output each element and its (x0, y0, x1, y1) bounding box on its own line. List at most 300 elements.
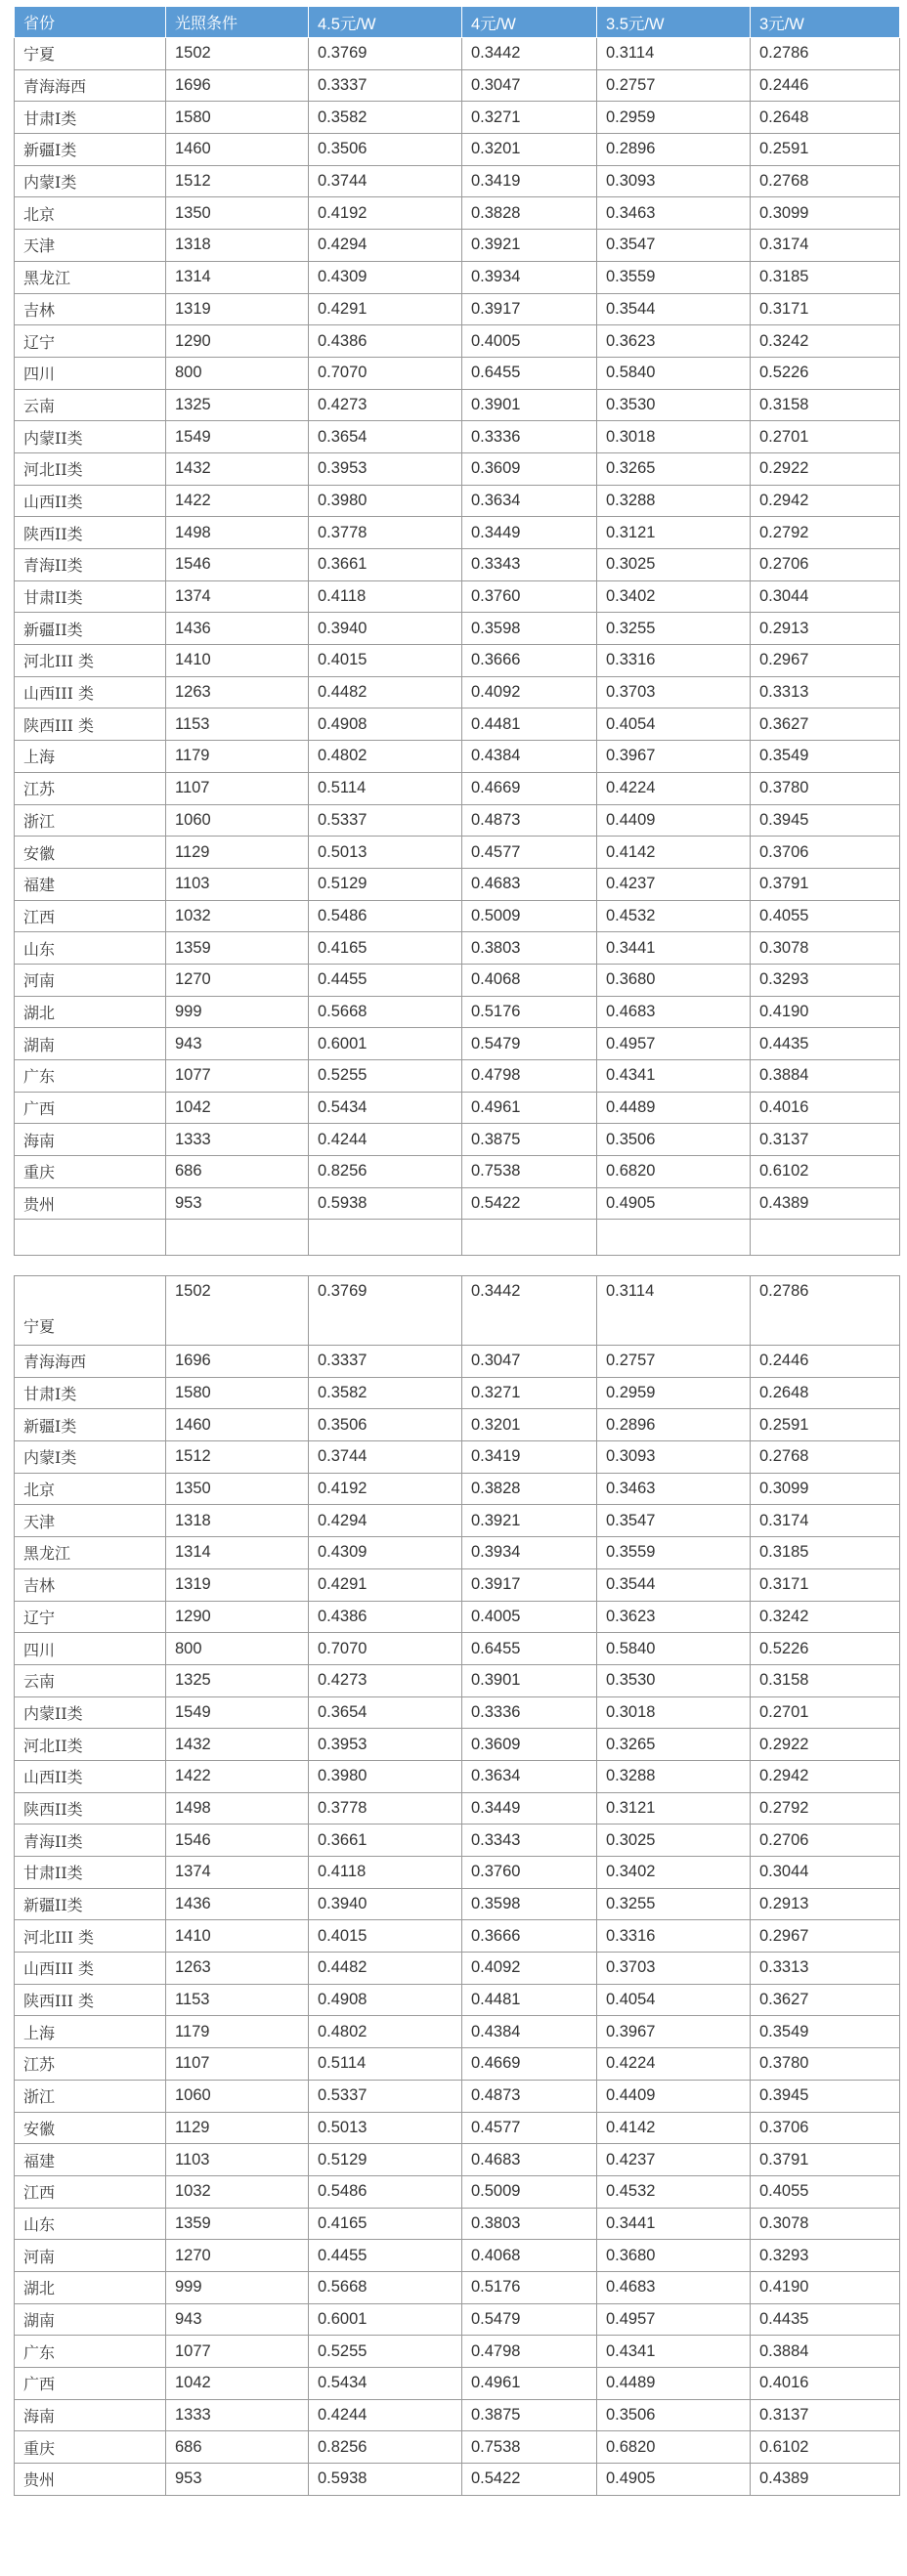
table-row (15, 165, 900, 197)
price-cell: 0.2757 (597, 1346, 751, 1378)
empty-cell (597, 1220, 751, 1256)
sunlight-cell: 1103 (166, 868, 309, 900)
price-cell: 0.4341 (597, 1060, 751, 1093)
sunlight-cell: 1359 (166, 932, 309, 965)
province-cell: 新疆II类 (15, 1888, 166, 1920)
sunlight-cell: 1270 (166, 2240, 309, 2272)
price-cell: 0.5337 (309, 2080, 462, 2112)
sunlight-cell: 1549 (166, 1696, 309, 1729)
table-row (15, 1346, 900, 1378)
price-cell: 0.3940 (309, 1888, 462, 1920)
price-cell: 0.4798 (462, 2336, 597, 2368)
table-row (15, 1276, 900, 1346)
price-cell: 0.3627 (751, 1984, 900, 2016)
table-row (15, 837, 900, 869)
table-row (15, 2368, 900, 2400)
table-row (15, 1888, 900, 1920)
empty-cell (166, 1220, 309, 1256)
price-cell: 0.4016 (751, 1092, 900, 1124)
price-cell: 0.3980 (309, 1760, 462, 1792)
price-cell: 0.3680 (597, 964, 751, 996)
price-cell: 0.3547 (597, 1505, 751, 1537)
sunlight-cell: 1318 (166, 1505, 309, 1537)
price-cell: 0.4683 (462, 868, 597, 900)
header-price-3-5: 3.5元/W (597, 7, 751, 38)
province-cell: 贵州 (15, 2464, 166, 2496)
price-cell: 0.3884 (751, 1060, 900, 1093)
sunlight-cell: 1422 (166, 485, 309, 517)
price-cell: 0.4802 (309, 741, 462, 773)
price-cell: 0.4291 (309, 293, 462, 325)
price-cell: 0.4016 (751, 2368, 900, 2400)
price-cell: 0.3945 (751, 804, 900, 837)
price-cell: 0.3980 (309, 485, 462, 517)
price-cell: 0.4957 (597, 2303, 751, 2336)
sunlight-cell: 1422 (166, 1760, 309, 1792)
price-cell: 0.5176 (462, 2271, 597, 2303)
price-cell: 0.3582 (309, 102, 462, 134)
price-cell: 0.4798 (462, 1060, 597, 1093)
province-cell: 云南 (15, 1664, 166, 1696)
price-cell: 0.4905 (597, 1187, 751, 1220)
province-cell: 山东 (15, 932, 166, 965)
price-cell: 0.4384 (462, 2016, 597, 2048)
price-cell: 0.3174 (751, 1505, 900, 1537)
price-cell: 0.4055 (751, 2175, 900, 2208)
price-cell: 0.3703 (597, 676, 751, 708)
table-row (15, 1505, 900, 1537)
price-cell: 0.5486 (309, 900, 462, 932)
sunlight-cell: 1333 (166, 2399, 309, 2431)
province-cell: 陕西III 类 (15, 708, 166, 741)
price-cell: 0.5668 (309, 996, 462, 1028)
table-row (15, 2240, 900, 2272)
sunlight-cell: 1374 (166, 580, 309, 613)
table-row (15, 645, 900, 677)
price-cell: 0.3242 (751, 1601, 900, 1633)
sunlight-cell: 1502 (166, 38, 309, 70)
empty-cell (751, 1220, 900, 1256)
price-cell: 0.6455 (462, 357, 597, 389)
province-cell: 湖南 (15, 2303, 166, 2336)
table-row (15, 2464, 900, 2496)
price-cell: 0.3288 (597, 485, 751, 517)
price-cell: 0.3549 (751, 2016, 900, 2048)
price-cell: 0.2591 (751, 134, 900, 166)
price-cell: 0.3337 (309, 1346, 462, 1378)
sunlight-cell: 1060 (166, 804, 309, 837)
province-cell: 广西 (15, 1092, 166, 1124)
price-cell: 0.4294 (309, 230, 462, 262)
price-cell: 0.4577 (462, 837, 597, 869)
price-cell: 0.2706 (751, 549, 900, 581)
table-row (15, 1441, 900, 1474)
sunlight-cell: 1153 (166, 1984, 309, 2016)
province-cell: 甘肃II类 (15, 1857, 166, 1889)
price-cell: 0.3744 (309, 165, 462, 197)
price-cell: 0.3706 (751, 837, 900, 869)
sunlight-cell: 999 (166, 2271, 309, 2303)
table-row (15, 1568, 900, 1601)
price-table-plain (14, 1275, 900, 2496)
province-cell: 甘肃I类 (15, 102, 166, 134)
price-cell: 0.4224 (597, 772, 751, 804)
table-row-empty (15, 1220, 900, 1256)
table-row (15, 102, 900, 134)
price-cell: 0.4386 (309, 325, 462, 358)
price-cell: 0.4015 (309, 1920, 462, 1953)
sunlight-cell: 1042 (166, 1092, 309, 1124)
price-cell: 0.3547 (597, 230, 751, 262)
table-row (15, 2208, 900, 2240)
table-row (15, 613, 900, 645)
province-cell: 广东 (15, 2336, 166, 2368)
price-cell: 0.3780 (751, 2048, 900, 2081)
sunlight-cell: 1060 (166, 2080, 309, 2112)
sunlight-cell: 1129 (166, 837, 309, 869)
price-cell: 0.3744 (309, 1441, 462, 1474)
price-cell: 0.3158 (751, 1664, 900, 1696)
price-cell: 0.3337 (309, 69, 462, 102)
price-cell: 0.3934 (462, 261, 597, 293)
sunlight-cell: 1290 (166, 325, 309, 358)
price-cell: 0.4873 (462, 2080, 597, 2112)
price-cell: 0.6001 (309, 1028, 462, 1060)
province-cell: 四川 (15, 357, 166, 389)
table-row (15, 1377, 900, 1409)
price-cell: 0.2446 (751, 69, 900, 102)
price-cell: 0.2942 (751, 1760, 900, 1792)
sunlight-cell: 1032 (166, 900, 309, 932)
sunlight-cell: 1107 (166, 772, 309, 804)
table-row (15, 1760, 900, 1792)
price-cell: 0.5013 (309, 837, 462, 869)
table-row (15, 2112, 900, 2144)
province-cell: 新疆II类 (15, 613, 166, 645)
province-cell: 辽宁 (15, 325, 166, 358)
table-row (15, 1984, 900, 2016)
price-cell: 0.5114 (309, 772, 462, 804)
price-cell: 0.2792 (751, 517, 900, 549)
price-cell: 0.3078 (751, 932, 900, 965)
price-cell: 0.4409 (597, 2080, 751, 2112)
price-cell: 0.3953 (309, 452, 462, 485)
province-cell: 新疆I类 (15, 134, 166, 166)
table-row (15, 2016, 900, 2048)
price-cell: 0.5013 (309, 2112, 462, 2144)
price-cell: 0.4005 (462, 325, 597, 358)
table-row (15, 357, 900, 389)
table-row (15, 1187, 900, 1220)
price-cell: 0.4244 (309, 1124, 462, 1156)
price-cell: 0.5009 (462, 900, 597, 932)
price-cell: 0.3654 (309, 421, 462, 453)
province-cell: 吉林 (15, 293, 166, 325)
province-cell: 重庆 (15, 1156, 166, 1188)
price-cell: 0.5840 (597, 357, 751, 389)
price-cell: 0.4341 (597, 2336, 751, 2368)
price-cell: 0.3316 (597, 645, 751, 677)
price-cell: 0.3623 (597, 325, 751, 358)
price-cell: 0.4908 (309, 708, 462, 741)
price-cell: 0.4389 (751, 2464, 900, 2496)
sunlight-cell: 943 (166, 2303, 309, 2336)
province-cell: 黑龙江 (15, 1537, 166, 1569)
price-cell: 0.5668 (309, 2271, 462, 2303)
price-cell: 0.5434 (309, 1092, 462, 1124)
price-cell: 0.4435 (751, 1028, 900, 1060)
price-cell: 0.3609 (462, 452, 597, 485)
price-cell: 0.5255 (309, 2336, 462, 2368)
price-cell: 0.3803 (462, 932, 597, 965)
price-cell: 0.3255 (597, 613, 751, 645)
sunlight-cell: 1432 (166, 452, 309, 485)
price-cell: 0.6102 (751, 1156, 900, 1188)
province-cell: 陕西II类 (15, 517, 166, 549)
price-cell: 0.3967 (597, 2016, 751, 2048)
sunlight-cell: 1263 (166, 676, 309, 708)
sunlight-cell: 1502 (166, 1276, 309, 1346)
price-cell: 0.2701 (751, 421, 900, 453)
price-cell: 0.3769 (309, 1276, 462, 1346)
price-cell: 0.3078 (751, 2208, 900, 2240)
sunlight-cell: 1077 (166, 2336, 309, 2368)
province-cell: 河北II类 (15, 452, 166, 485)
table-row (15, 1696, 900, 1729)
price-cell: 0.4683 (597, 996, 751, 1028)
sunlight-cell: 1436 (166, 613, 309, 645)
price-cell: 0.4455 (309, 2240, 462, 2272)
province-cell: 内蒙II类 (15, 421, 166, 453)
price-cell: 0.4092 (462, 676, 597, 708)
province-cell: 新疆I类 (15, 1409, 166, 1441)
price-cell: 0.3171 (751, 1568, 900, 1601)
table-row (15, 1409, 900, 1441)
price-cell: 0.3506 (309, 1409, 462, 1441)
price-cell: 0.6455 (462, 1633, 597, 1665)
price-cell: 0.5176 (462, 996, 597, 1028)
province-cell: 海南 (15, 1124, 166, 1156)
price-cell: 0.4005 (462, 1601, 597, 1633)
sunlight-cell: 1436 (166, 1888, 309, 1920)
price-cell: 0.3884 (751, 2336, 900, 2368)
price-cell: 0.2792 (751, 1792, 900, 1825)
table-row (15, 389, 900, 421)
sunlight-cell: 1410 (166, 645, 309, 677)
table-row (15, 1028, 900, 1060)
price-cell: 0.3559 (597, 261, 751, 293)
price-cell: 0.7070 (309, 357, 462, 389)
table-row (15, 134, 900, 166)
price-cell: 0.3265 (597, 452, 751, 485)
sunlight-cell: 1580 (166, 1377, 309, 1409)
price-cell: 0.4386 (309, 1601, 462, 1633)
table-row (15, 517, 900, 549)
sunlight-cell: 1314 (166, 261, 309, 293)
price-cell: 0.3875 (462, 1124, 597, 1156)
table-row (15, 1792, 900, 1825)
province-cell: 北京 (15, 197, 166, 230)
header-price-3: 3元/W (751, 7, 900, 38)
price-cell: 0.2959 (597, 102, 751, 134)
price-cell: 0.2591 (751, 1409, 900, 1441)
price-cell: 0.3419 (462, 165, 597, 197)
price-cell: 0.3921 (462, 1505, 597, 1537)
sunlight-cell: 1129 (166, 2112, 309, 2144)
price-cell: 0.3921 (462, 230, 597, 262)
price-cell: 0.3343 (462, 1825, 597, 1857)
price-cell: 0.4481 (462, 1984, 597, 2016)
price-cell: 0.3025 (597, 1825, 751, 1857)
price-cell: 0.3449 (462, 1792, 597, 1825)
table-row (15, 2271, 900, 2303)
price-cell: 0.6820 (597, 1156, 751, 1188)
province-cell: 天津 (15, 230, 166, 262)
price-cell: 0.6102 (751, 2431, 900, 2464)
province-cell: 甘肃I类 (15, 1377, 166, 1409)
price-cell: 0.2942 (751, 485, 900, 517)
price-cell: 0.4068 (462, 964, 597, 996)
province-cell: 上海 (15, 741, 166, 773)
province-cell: 青海海西 (15, 1346, 166, 1378)
price-cell: 0.4165 (309, 932, 462, 965)
price-cell: 0.3706 (751, 2112, 900, 2144)
price-cell: 0.3506 (597, 2399, 751, 2431)
table-row (15, 293, 900, 325)
price-cell: 0.4224 (597, 2048, 751, 2081)
empty-cell (462, 1220, 597, 1256)
price-cell: 0.3627 (751, 708, 900, 741)
table-row (15, 261, 900, 293)
price-cell: 0.3185 (751, 261, 900, 293)
price-cell: 0.2786 (751, 1276, 900, 1346)
price-cell: 0.4309 (309, 1537, 462, 1569)
province-cell: 浙江 (15, 2080, 166, 2112)
price-cell: 0.3047 (462, 1346, 597, 1378)
sunlight-cell: 1696 (166, 69, 309, 102)
sunlight-cell: 1546 (166, 549, 309, 581)
header-price-4: 4元/W (462, 7, 597, 38)
sunlight-cell: 1263 (166, 1953, 309, 1985)
price-cell: 0.3828 (462, 1473, 597, 1505)
price-cell: 0.2896 (597, 134, 751, 166)
price-cell: 0.2913 (751, 613, 900, 645)
table-row (15, 1825, 900, 1857)
province-cell: 内蒙I类 (15, 1441, 166, 1474)
province-cell: 江西 (15, 2175, 166, 2208)
price-cell: 0.5226 (751, 357, 900, 389)
price-cell: 0.2446 (751, 1346, 900, 1378)
table-row (15, 1920, 900, 1953)
sunlight-cell: 1325 (166, 389, 309, 421)
table-header-row (15, 7, 900, 38)
price-cell: 0.3018 (597, 421, 751, 453)
price-cell: 0.3114 (597, 38, 751, 70)
province-cell: 贵州 (15, 1187, 166, 1220)
province-cell: 河北III 类 (15, 645, 166, 677)
price-cell: 0.4489 (597, 1092, 751, 1124)
sunlight-cell: 1512 (166, 1441, 309, 1474)
price-cell: 0.3316 (597, 1920, 751, 1953)
sunlight-cell: 1374 (166, 1857, 309, 1889)
province-cell: 河北III 类 (15, 1920, 166, 1953)
price-cell: 0.5129 (309, 868, 462, 900)
table-row (15, 1473, 900, 1505)
price-cell: 0.3875 (462, 2399, 597, 2431)
price-cell: 0.3402 (597, 1857, 751, 1889)
price-cell: 0.3506 (309, 134, 462, 166)
price-cell: 0.5434 (309, 2368, 462, 2400)
price-cell: 0.3934 (462, 1537, 597, 1569)
price-cell: 0.4142 (597, 2112, 751, 2144)
price-cell: 0.4190 (751, 2271, 900, 2303)
price-cell: 0.2768 (751, 165, 900, 197)
price-cell: 0.3778 (309, 517, 462, 549)
province-cell: 河南 (15, 2240, 166, 2272)
price-cell: 0.5479 (462, 2303, 597, 2336)
sunlight-cell: 1498 (166, 517, 309, 549)
price-cell: 0.3666 (462, 1920, 597, 1953)
price-cell: 0.3402 (597, 580, 751, 613)
table-row (15, 580, 900, 613)
price-cell: 0.7538 (462, 1156, 597, 1188)
province-cell: 江西 (15, 900, 166, 932)
sunlight-cell: 1410 (166, 1920, 309, 1953)
price-cell: 0.3025 (597, 549, 751, 581)
price-cell: 0.4118 (309, 580, 462, 613)
price-cell: 0.3666 (462, 645, 597, 677)
header-price-4-5: 4.5元/W (309, 7, 462, 38)
price-cell: 0.3967 (597, 741, 751, 773)
sunlight-cell: 943 (166, 1028, 309, 1060)
price-cell: 0.4482 (309, 676, 462, 708)
price-cell: 0.3313 (751, 1953, 900, 1985)
price-cell: 0.3559 (597, 1537, 751, 1569)
province-cell: 海南 (15, 2399, 166, 2431)
price-cell: 0.5337 (309, 804, 462, 837)
price-cell: 0.3242 (751, 325, 900, 358)
price-cell: 0.4165 (309, 2208, 462, 2240)
price-cell: 0.3544 (597, 1568, 751, 1601)
table-row (15, 804, 900, 837)
price-cell: 0.5129 (309, 2144, 462, 2176)
sunlight-cell: 1350 (166, 1473, 309, 1505)
price-cell: 0.4683 (462, 2144, 597, 2176)
table-row (15, 2303, 900, 2336)
province-cell: 安徽 (15, 837, 166, 869)
province-cell: 浙江 (15, 804, 166, 837)
price-cell: 0.2959 (597, 1377, 751, 1409)
price-cell: 0.3769 (309, 38, 462, 70)
sunlight-cell: 1432 (166, 1729, 309, 1761)
province-cell: 河南 (15, 964, 166, 996)
price-cell: 0.4435 (751, 2303, 900, 2336)
province-cell: 青海II类 (15, 549, 166, 581)
price-cell: 0.3018 (597, 1696, 751, 1729)
sunlight-cell: 1325 (166, 1664, 309, 1696)
price-cell: 0.4190 (751, 996, 900, 1028)
sunlight-cell: 1042 (166, 2368, 309, 2400)
price-cell: 0.2922 (751, 1729, 900, 1761)
price-cell: 0.3549 (751, 741, 900, 773)
province-cell: 内蒙II类 (15, 1696, 166, 1729)
price-cell: 0.3336 (462, 421, 597, 453)
price-cell: 0.4489 (597, 2368, 751, 2400)
price-cell: 0.3463 (597, 197, 751, 230)
price-cell: 0.3419 (462, 1441, 597, 1474)
price-cell: 0.4905 (597, 2464, 751, 2496)
price-cell: 0.4273 (309, 389, 462, 421)
